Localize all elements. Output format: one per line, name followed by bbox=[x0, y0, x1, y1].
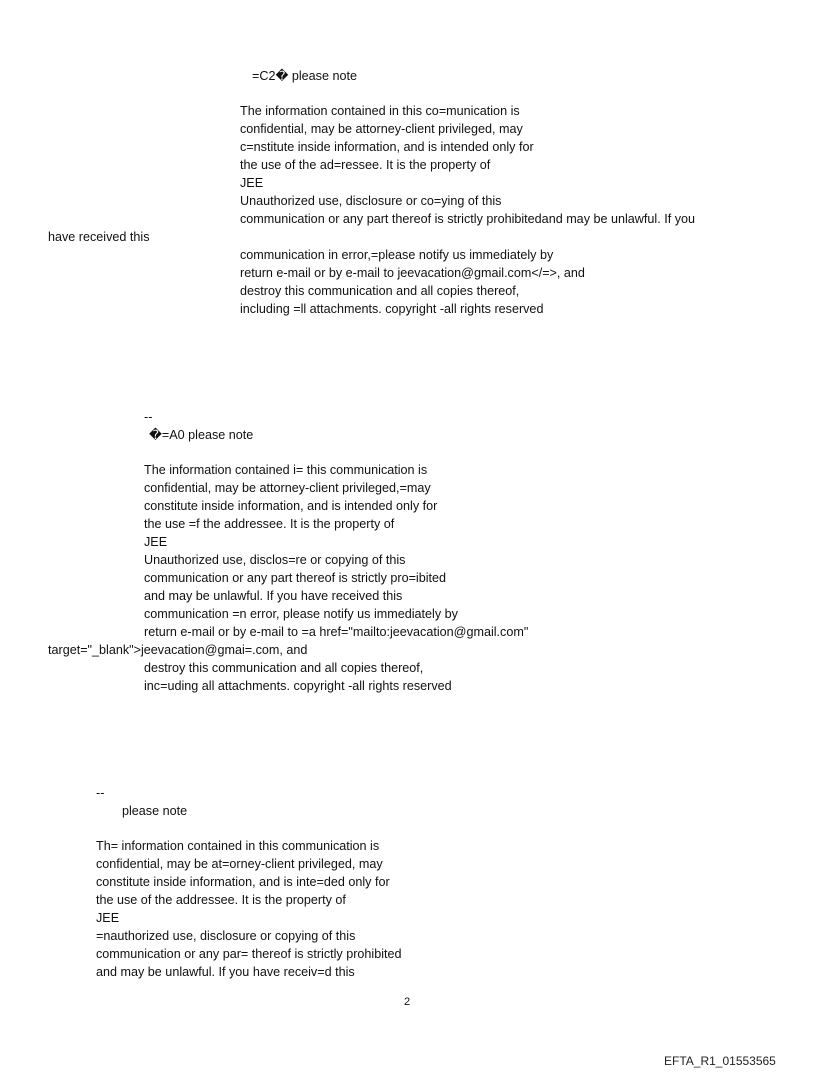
block2-line-3: constitute inside information, and is intended only for bbox=[144, 499, 438, 513]
block2-line-11: destroy this communication and all copies thereof, bbox=[144, 661, 424, 675]
page-number: 2 bbox=[404, 996, 411, 1008]
block2-line-6: Unauthorized use, disclos=re or copying of this bbox=[144, 553, 406, 567]
block3-separator: -- bbox=[96, 786, 105, 800]
block1-line-8: communication in error,=please notify us immediately by bbox=[240, 248, 554, 262]
block1-line-6: Unauthorized use, disclosure or co=ying of this bbox=[240, 194, 502, 208]
document-id: EFTA_R1_01553565 bbox=[664, 1054, 776, 1068]
block2-line-4: the use =f the addressee. It is the property of bbox=[144, 517, 395, 531]
block3-line-8: and may be unlawful. If you have receiv=d this bbox=[96, 965, 355, 979]
block1-line-3: c=nstitute inside information, and is intended only for bbox=[240, 140, 534, 154]
block1-wrap-line: have received this bbox=[48, 230, 150, 244]
block2-header: �=A0 please note bbox=[149, 428, 254, 442]
block1-line-7: communication or any part thereof is strictly prohibitedand may be unlawful. If you bbox=[240, 212, 695, 226]
block1-line-5: JEE bbox=[240, 176, 264, 190]
block3-line-4: the use of the addressee. It is the property of bbox=[96, 893, 346, 907]
block1-line-9: return e-mail or by e-mail to jeevacation@gmail.com</=>, and bbox=[240, 266, 585, 280]
block3-header: please note bbox=[122, 804, 188, 818]
block3-line-1: Th= information contained in this communication is bbox=[96, 839, 380, 853]
block3-line-3: constitute inside information, and is inte=ded only for bbox=[96, 875, 390, 889]
block2-line-2: confidential, may be attorney-client privileged,=may bbox=[144, 481, 431, 495]
block1-line-10: destroy this communication and all copies thereof, bbox=[240, 284, 520, 298]
block2-line-10: return e-mail or by e-mail to =a href="mailto:jeevacation@gmail.com" bbox=[144, 625, 529, 639]
block2-line-1: The information contained i= this communication is bbox=[144, 463, 428, 477]
block2-line-7: communication or any part thereof is strictly pro=ibited bbox=[144, 571, 447, 585]
block2-separator: -- bbox=[144, 410, 153, 424]
block3-line-5: JEE bbox=[96, 911, 120, 925]
block2-line-12: inc=uding all attachments. copyright -all rights reserved bbox=[144, 679, 452, 693]
block3-line-2: confidential, may be at=orney-client privileged, may bbox=[96, 857, 383, 871]
block1-line-1: The information contained in this co=munication is bbox=[240, 104, 520, 118]
block3-line-7: communication or any par= thereof is strictly prohibited bbox=[96, 947, 402, 961]
block3-line-6: =nauthorized use, disclosure or copying of this bbox=[96, 929, 356, 943]
block2-wrap-line: target="_blank">jeevacation@gmai=.com, and bbox=[48, 643, 308, 657]
block2-line-9: communication =n error, please notify us immediately by bbox=[144, 607, 458, 621]
block2-line-5: JEE bbox=[144, 535, 168, 549]
block1-line-4: the use of the ad=ressee. It is the property of bbox=[240, 158, 491, 172]
block1-line-2: confidential, may be attorney-client privileged, may bbox=[240, 122, 523, 136]
block2-line-8: and may be unlawful. If you have received this bbox=[144, 589, 403, 603]
block1-header: =C2� please note bbox=[252, 69, 357, 83]
block1-line-11: including =ll attachments. copyright -all rights reserved bbox=[240, 302, 544, 316]
